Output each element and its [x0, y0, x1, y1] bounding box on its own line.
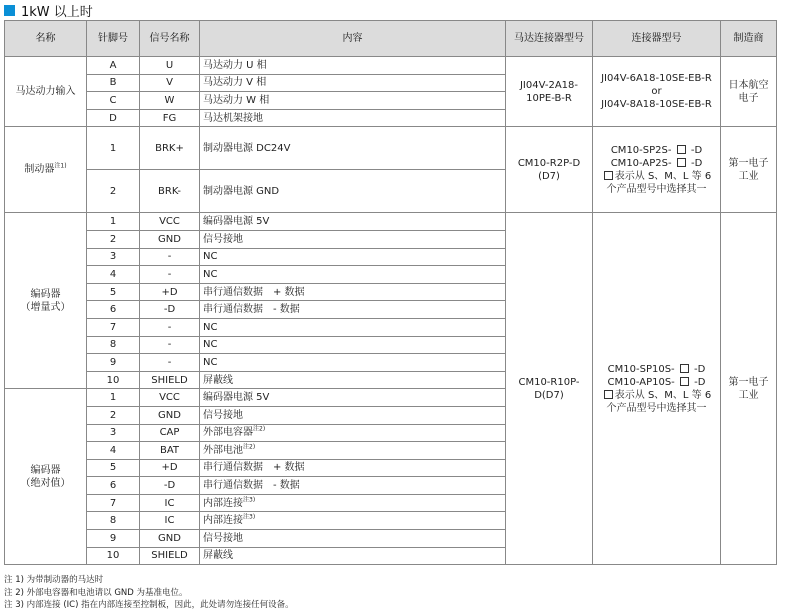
pin-cell: 7 [87, 494, 140, 512]
signal-cell: GND [140, 230, 200, 248]
maker-cell: 日本航空电子 [721, 57, 777, 127]
pin-cell: 1 [87, 389, 140, 407]
content-cell: 信号接地 [200, 230, 506, 248]
signal-cell: U [140, 57, 200, 75]
signal-cell: W [140, 92, 200, 110]
connector-line-3 [596, 389, 717, 415]
content-cell: 编码器电源 5V [200, 213, 506, 231]
pin-cell: 1 [87, 213, 140, 231]
content-cell [200, 530, 506, 548]
brake-name: 制动器 [24, 164, 55, 176]
signal-cell: - [140, 336, 200, 354]
pin-cell: 3 [87, 424, 140, 442]
pin-cell: D [87, 109, 140, 127]
table-header-row [5, 21, 777, 57]
connector-text: CM10-AP2S- [610, 157, 675, 169]
connector-text: 表示从 S、M、L 等 6 个产品型号中选择其一 [606, 389, 712, 414]
content-cell: NC [200, 248, 506, 266]
pin-cell: 2 [87, 230, 140, 248]
pin-cell: 5 [87, 283, 140, 301]
content-text: 内部连接 [203, 515, 243, 527]
header-signal: 信号名称 [140, 21, 200, 57]
content-cell: 串行通信数据 + 数据 [200, 283, 506, 301]
header-motor-connector: 马达连接器型号 [506, 21, 593, 57]
encoder-subtype: （增量式） [20, 301, 71, 313]
signal-cell: V [140, 74, 200, 92]
content-text: 信号接地 [203, 532, 243, 544]
connector-text: CM10-SP10S- [607, 363, 678, 375]
connector-table [4, 20, 777, 565]
content-cell: 马达动力 U 相 [200, 57, 506, 75]
connector-text: 表示从 S、M、L 等 6 个产品型号中选择其一 [606, 170, 712, 195]
content-text: 外部电容器 [203, 427, 253, 439]
content-cell [200, 442, 506, 460]
content-text: 屏蔽线 [203, 550, 233, 562]
signal-cell: +D [140, 459, 200, 477]
note-ref: 注2) [253, 425, 266, 433]
section-title [4, 0, 93, 20]
signal-cell: IC [140, 494, 200, 512]
content-cell: NC [200, 336, 506, 354]
header-connector: 连接器型号 [593, 21, 721, 57]
content-text: 编码器电源 5V [203, 392, 270, 404]
signal-cell: IC [140, 512, 200, 530]
signal-cell: - [140, 318, 200, 336]
connector-line-3 [596, 170, 717, 196]
placeholder-box-icon [604, 171, 613, 180]
header-content: 内容 [200, 21, 506, 57]
signal-cell: FG [140, 109, 200, 127]
pin-cell: 8 [87, 512, 140, 530]
pin-cell: 1 [87, 127, 140, 170]
signal-cell: SHIELD [140, 371, 200, 389]
pin-cell: 10 [87, 547, 140, 565]
header-pin: 针脚号 [87, 21, 140, 57]
content-text: 串行通信数据 - 数据 [203, 480, 300, 492]
note-ref: 注2) [243, 443, 256, 451]
content-cell: 串行通信数据 - 数据 [200, 301, 506, 319]
placeholder-box-icon [680, 377, 689, 386]
pin-cell: 2 [87, 406, 140, 424]
pin-cell: 9 [87, 354, 140, 372]
pin-cell: C [87, 92, 140, 110]
pin-cell: 8 [87, 336, 140, 354]
content-cell [200, 547, 506, 565]
table-row [5, 57, 777, 75]
connector-text: -D [690, 376, 706, 388]
placeholder-box-icon [680, 364, 689, 373]
signal-cell: GND [140, 530, 200, 548]
signal-cell: +D [140, 283, 200, 301]
footnotes [4, 574, 294, 612]
pin-cell: 6 [87, 477, 140, 495]
connector-text: -D [687, 157, 703, 169]
connector-text: CM10-SP2S- [610, 144, 675, 156]
header-maker: 制造商 [721, 21, 777, 57]
connector-text: CM10-AP10S- [607, 376, 678, 388]
content-text: 信号接地 [203, 409, 243, 421]
signal-cell: -D [140, 301, 200, 319]
content-cell [200, 389, 506, 407]
content-text: 外部电池 [203, 444, 243, 456]
note-ref: 注3) [243, 496, 256, 504]
group-name-encoder-incremental [5, 213, 87, 389]
placeholder-box-icon [604, 390, 613, 399]
content-cell [200, 512, 506, 530]
header-name: 名称 [5, 21, 87, 57]
content-cell [200, 459, 506, 477]
connector-text: -D [687, 144, 703, 156]
content-cell: 制动器电源 GND [200, 170, 506, 213]
content-cell: 马达机架接地 [200, 109, 506, 127]
encoder-subtype: （绝对值） [20, 477, 71, 489]
signal-cell: - [140, 354, 200, 372]
pin-cell: A [87, 57, 140, 75]
table-row [5, 213, 777, 231]
content-text: 内部连接 [203, 497, 243, 509]
title-marker-icon [4, 5, 15, 16]
pin-cell: 2 [87, 170, 140, 213]
maker-cell: 第一电子工业 [721, 127, 777, 213]
connector-option-2: JI04V-8A18-10SE-EB-R [601, 99, 712, 111]
connector-cell [593, 213, 721, 565]
section-title-text: 1kW 以上时 [21, 4, 93, 20]
signal-cell: - [140, 266, 200, 284]
pin-cell: 4 [87, 442, 140, 460]
content-cell: 制动器电源 DC24V [200, 127, 506, 170]
pin-cell: 10 [87, 371, 140, 389]
signal-cell: VCC [140, 213, 200, 231]
content-cell: NC [200, 266, 506, 284]
note-ref: 注3) [243, 513, 256, 521]
pin-cell: 3 [87, 248, 140, 266]
signal-cell: BRK+ [140, 127, 200, 170]
pin-cell: B [87, 74, 140, 92]
signal-cell: - [140, 248, 200, 266]
signal-cell: BRK- [140, 170, 200, 213]
maker-cell: 第一电子工业 [721, 213, 777, 565]
content-cell [200, 424, 506, 442]
content-cell: NC [200, 354, 506, 372]
footnote: 注 3) 内部连接 (IC) 指在内部连接至控制板，因此，此处请勿连接任何设备。 [4, 600, 294, 610]
group-name-brake [5, 127, 87, 213]
pin-cell: 9 [87, 530, 140, 548]
motor-connector-cell: CM10-R10P-D(D7) [506, 213, 593, 565]
placeholder-box-icon [677, 158, 686, 167]
table-row [5, 127, 777, 170]
connector-line-1 [596, 144, 717, 157]
signal-cell: BAT [140, 442, 200, 460]
encoder-name: 编码器 [30, 464, 61, 476]
content-cell [200, 477, 506, 495]
connector-cell [593, 127, 721, 213]
signal-cell: GND [140, 406, 200, 424]
motor-connector-cell: CM10-R2P-D (D7) [506, 127, 593, 213]
pin-cell: 6 [87, 301, 140, 319]
placeholder-box-icon [677, 145, 686, 154]
motor-connector-cell: JI04V-2A18-10PE-B-R [506, 57, 593, 127]
pin-cell: 7 [87, 318, 140, 336]
footnote: 注 2) 外部电容器和电池请以 GND 为基准电位。 [4, 587, 188, 598]
group-name-motor-power: 马达动力输入 [5, 57, 87, 127]
content-cell: 马达动力 V 相 [200, 74, 506, 92]
connector-line-2 [596, 157, 717, 170]
signal-cell: -D [140, 477, 200, 495]
content-text: 串行通信数据 + 数据 [203, 462, 305, 474]
encoder-name: 编码器 [30, 288, 61, 300]
signal-cell: SHIELD [140, 547, 200, 565]
pin-cell: 4 [87, 266, 140, 284]
group-name-encoder-absolute [5, 389, 87, 565]
connector-option-1: JI04V-6A18-10SE-EB-R [601, 73, 712, 85]
content-cell [200, 406, 506, 424]
content-cell: NC [200, 318, 506, 336]
brake-note-ref: 注1) [54, 163, 67, 171]
signal-cell: VCC [140, 389, 200, 407]
connector-line-1 [596, 363, 717, 376]
connector-text: -D [690, 363, 706, 375]
pin-cell: 5 [87, 459, 140, 477]
content-cell [200, 494, 506, 512]
content-cell: 马达动力 W 相 [200, 92, 506, 110]
footnote: 注 1) 为带制动器的马达时 [4, 575, 104, 585]
signal-cell: CAP [140, 424, 200, 442]
connector-line-2 [596, 376, 717, 389]
connector-cell [593, 57, 721, 127]
content-cell: 屏蔽线 [200, 371, 506, 389]
connector-or: or [651, 86, 662, 98]
